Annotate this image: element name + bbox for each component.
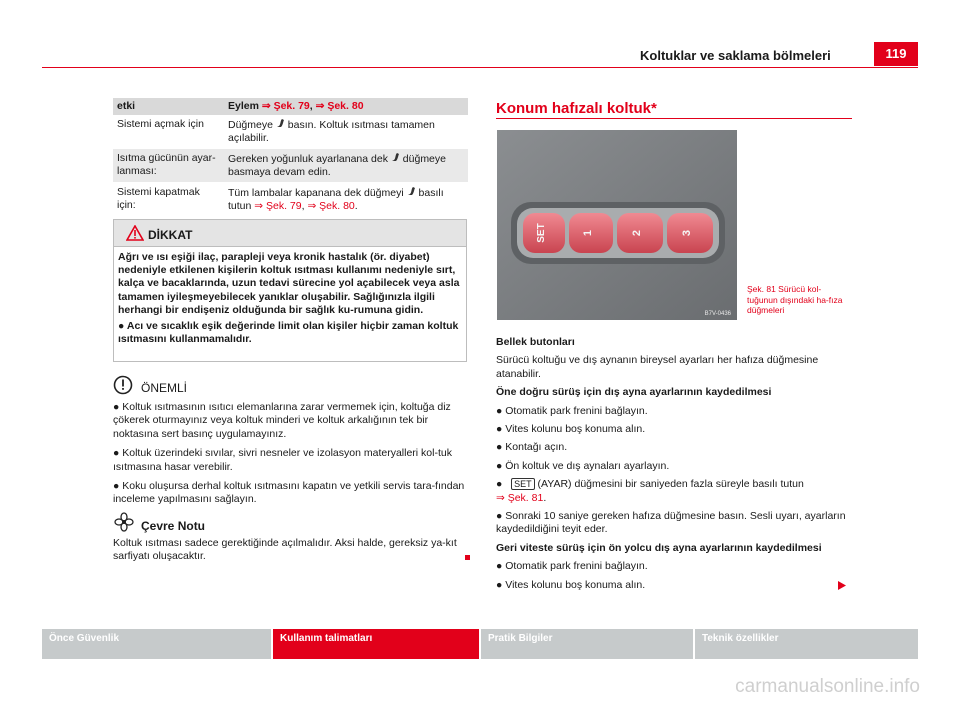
footer-tab-operation[interactable]: Kullanım talimatları — [273, 629, 479, 659]
subheading: Öne doğru sürüş için dış ayna ayarlarının kaydedilmesi — [496, 386, 772, 399]
subheading: Bellek butonları — [496, 336, 575, 348]
important-body — [113, 401, 469, 513]
fig-ref-link[interactable]: ⇒ Şek. 79 — [254, 200, 302, 212]
seat-heat-icon — [407, 187, 416, 199]
table-cell-text: basın. Koltuk ısıtması tamamen açılabilir. — [228, 119, 435, 144]
warning-bullet: ● Acı ve sıcaklık eşik değerinde limit olan kişiler hiçbir zaman koltuk ısıtmasını kullanmamalıdır. — [118, 320, 459, 346]
table-cell — [224, 115, 468, 149]
table-row — [113, 115, 468, 149]
environment-flower-icon — [114, 512, 134, 537]
table-header-action: Eylem ⇒ Şek. 79, ⇒ Şek. 80 — [224, 98, 468, 115]
environment-text: Koltuk ısıtması sadece gerektiğinde açılmalıdır. Aksi halde, gereksiz ya-kıt sarfiyatı oluşacaktır. — [113, 537, 457, 563]
seat-heat-icon — [391, 153, 400, 165]
table-row — [113, 149, 468, 183]
section-rule — [496, 118, 852, 119]
table-cell: Sistemi açmak için — [113, 115, 224, 149]
table-cell-text: Tüm lambalar kapanana dek düğmeyi — [228, 187, 404, 199]
fig-ref-link[interactable]: ⇒ Şek. 79 — [261, 100, 310, 112]
page-number: 119 — [874, 42, 918, 66]
figure-caption: Şek. 81 Sürücü kol-tuğunun dışındaki ha-fıza düğmeleri — [747, 284, 843, 315]
step-item: ● Vites kolunu boş konuma alın. — [496, 578, 646, 591]
right-column-body — [496, 332, 852, 597]
fig-ref-link[interactable]: ⇒ Şek. 80 — [307, 200, 355, 212]
heating-table — [113, 98, 468, 217]
warning-body — [118, 251, 462, 349]
table-header-effect: etki — [113, 98, 224, 115]
section-title: Konum hafızalı koltuk* — [496, 100, 657, 117]
subheading: Geri viteste sürüş için ön yolcu dış ayna ayarlarının kaydedilmesi — [496, 541, 822, 554]
footer-tab-technical[interactable]: Teknik özellikler — [695, 629, 918, 659]
warning-triangle-icon — [126, 225, 144, 246]
table-cell — [224, 149, 468, 183]
table-header-action-label: Eylem — [228, 100, 259, 112]
memory-key-1-label: 1 — [582, 229, 594, 237]
exclamation-circle-icon — [113, 375, 133, 400]
footer-tab-safety[interactable]: Önce Güvenlik — [42, 629, 271, 659]
table-cell-text: Düğmeye — [228, 119, 273, 131]
table-header-row — [113, 98, 468, 115]
header-rule — [42, 67, 918, 68]
step-item: ● Kontağı açın. — [496, 441, 568, 454]
environment-title: Çevre Notu — [141, 519, 206, 533]
fig-ref-link[interactable]: ⇒ Şek. 81 — [496, 491, 544, 504]
warning-header — [114, 220, 466, 247]
step-item: ● Otomatik park frenini bağlayın. — [496, 560, 648, 573]
step-item: ● Vites kolunu boş konuma alın. — [496, 423, 646, 436]
important-item: ● Koku oluşursa derhal koltuk ısıtmasını kapatın ve yetkili servis tara-fından inceleme yapılmasını sağlayın. — [113, 480, 465, 506]
important-title: ÖNEMLİ — [141, 381, 188, 395]
fig-ref-link[interactable]: ⇒ Şek. 80 — [315, 100, 364, 112]
table-row — [113, 183, 468, 217]
set-key-label: SET — [536, 223, 547, 243]
watermark-text: carmanualsonline.info — [735, 676, 920, 697]
warning-box — [113, 219, 467, 362]
warning-title: DİKKAT — [148, 228, 193, 242]
footer-tab-practical[interactable]: Pratik Bilgiler — [481, 629, 693, 659]
step-item: ● Otomatik park frenini bağlayın. — [496, 404, 648, 417]
step-item-set-text: (AYAR) düğmesini bir saniyeden fazla süreyle basılı tutun — [537, 478, 804, 491]
important-item: ● Koltuk üzerindeki sıvılar, sivri nesneler ve izolasyon materyalleri kol-tuk ısıtmasına hasar verebilir. — [113, 447, 452, 473]
table-cell: Sistemi kapatmak için: — [113, 183, 224, 217]
important-item: ● Koltuk ısıtmasının ısıtıcı elemanlarına zarar vermemek için, koltuğa diz çökerek oturmayınız veya koltuk minderi ve koltuk arkalığının tek bir noktasına sert basınç uygulamayınız. — [113, 401, 451, 440]
watermark — [0, 676, 960, 698]
warning-paragraph: Ağrı ve ısı eşiği ilaç, parapleji veya kronik hastalık (ör. diyabet) nedeniyle etkilenen kişilerin koltuk ısıtması kullanımı nedeniyle sırt, kalça ve bacaklarında, uzun tedavi sürecine yol açabilecek veya asla tamamen iyileşmeyebilecek yanıklar oluşabilir. Sağlığınızla ilgili herhangi bir endişeniz olduğunda bir sağlık ku-rumuna gidin. — [118, 251, 460, 316]
paragraph: Sürücü koltuğu ve dış aynanın bireysel ayarları her hafıza düğmesine atanabilir. — [496, 354, 819, 380]
table-cell: Tüm lambalar kapanana dek düğmeyi basılı tutun ⇒ Şek. 79, ⇒ Şek. 80. — [224, 183, 468, 217]
memory-key-3-label: 3 — [681, 229, 693, 237]
table-cell-text: basılı tutun — [228, 187, 444, 212]
memory-key-2-label: 2 — [631, 229, 643, 237]
table-cell-text: Gereken yoğunluk ayarlanana dek — [228, 153, 388, 165]
memory-buttons-photo — [497, 130, 737, 320]
set-key-badge: SET — [511, 478, 535, 490]
seat-heat-icon — [276, 119, 285, 131]
page-header-title: Koltuklar ve saklama bölmeleri — [640, 48, 831, 63]
photo-code: B7V-0436 — [704, 311, 731, 317]
step-item-set: ● SET (AYAR) düğmesini bir saniyeden fazla süreyle basılı tutun ⇒ Şek. 81. — [496, 478, 804, 504]
table-cell-text: düğmeye basmaya devam edin. — [228, 153, 446, 178]
table-cell: Isıtma gücünün ayar-lanması: — [113, 149, 224, 183]
continue-arrow-icon — [838, 577, 846, 595]
step-item: ● Ön koltuk ve dış aynaları ayarlayın. — [496, 459, 670, 472]
memory-buttons-illustration — [497, 130, 737, 320]
step-item: ● Sonraki 10 saniye gereken hafıza düğmesine basın. Sesli uyarı, ayarların kaydedildiğini teyit eder. — [496, 510, 846, 536]
section-end-marker — [465, 555, 470, 560]
